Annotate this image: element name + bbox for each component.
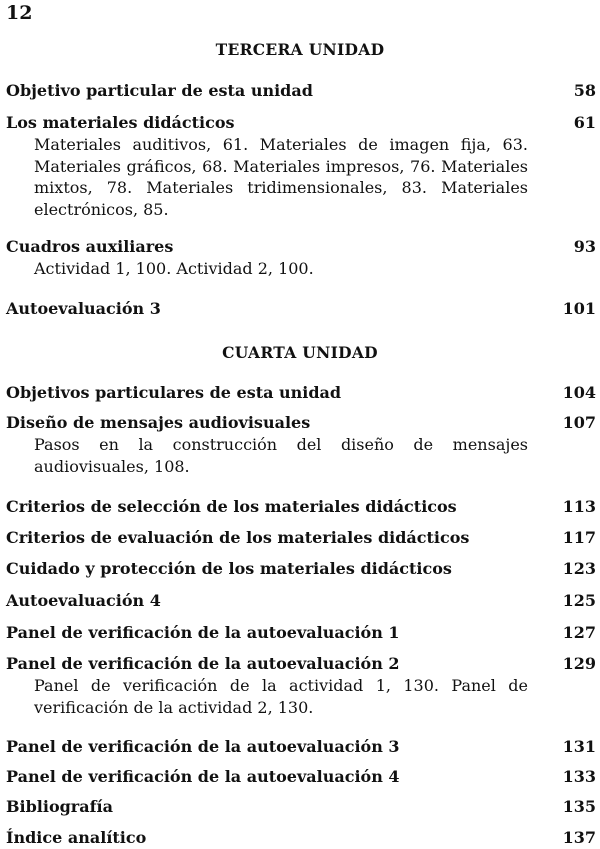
toc-entry-title: Diseño de mensajes audiovisuales [6,413,311,432]
toc-subentries: Panel de verificación de la actividad 1, 130. Panel de verificación de la actividad 2, 130. [34,676,528,717]
unit-heading-cuarta: CUARTA UNIDAD [222,343,378,362]
toc-entry-title: Bibliografía [6,797,113,816]
toc-subentries: Materiales auditivos, 61. Materiales de imagen fija, 63. Materiales gráficos, 68. Materiales impresos, 76. Materiales mixtos, 78. Materiales tridimensionales, 83. Materiales electrónicos, 85. [34,135,528,219]
toc-entry-page: 129 [562,654,596,673]
toc-entry-page: 127 [562,623,596,642]
toc-entry-title: Los materiales didácticos [6,113,235,132]
toc-entry-title: Panel de verificación de la autoevaluación 3 [6,737,400,756]
toc-entry-page: 104 [562,383,596,402]
toc-entry-title: Autoevaluación 3 [6,299,161,318]
toc-entry-title: Cuidado y protección de los materiales didácticos [6,559,452,578]
toc-entry-page: 117 [562,528,596,547]
toc-entry-title: Objetivos particulares de esta unidad [6,383,342,402]
toc-entry-page: 133 [562,767,596,786]
toc-entry-title: Criterios de selección de los materiales didácticos [6,497,457,516]
toc-entry-page: 107 [562,413,596,432]
toc-entry-page: 58 [573,81,596,100]
toc-entry-page: 135 [562,797,596,816]
toc-entry-page: 137 [562,828,596,847]
toc-entry-title: Cuadros auxiliares [6,237,174,256]
toc-entry-title: Autoevaluación 4 [6,591,161,610]
page-number: 12 [6,2,33,24]
toc-entry-page: 125 [562,591,596,610]
toc-subentries: Pasos en la construcción del diseño de mensajes audiovisuales, 108. [34,435,528,476]
toc-entry-title: Criterios de evaluación de los materiales didácticos [6,528,470,547]
toc-entry-title: Panel de verificación de la autoevaluación 4 [6,767,400,786]
toc-entry-title: Índice analítico [6,828,147,847]
toc-entry-title: Objetivo particular de esta unidad [6,81,313,100]
toc-entry-page: 131 [562,737,596,756]
toc-entry-page: 61 [573,113,596,132]
toc-entry-page: 123 [562,559,596,578]
toc-entry-title: Panel de verificación de la autoevaluación 1 [6,623,400,642]
toc-entry-page: 113 [562,497,596,516]
toc-entry-page: 101 [562,299,596,318]
toc-entry-page: 93 [573,237,596,256]
unit-heading-tercera: TERCERA UNIDAD [215,40,385,59]
toc-subentries: Actividad 1, 100. Actividad 2, 100. [34,259,314,278]
toc-entry-title: Panel de verificación de la autoevaluación 2 [6,654,400,673]
